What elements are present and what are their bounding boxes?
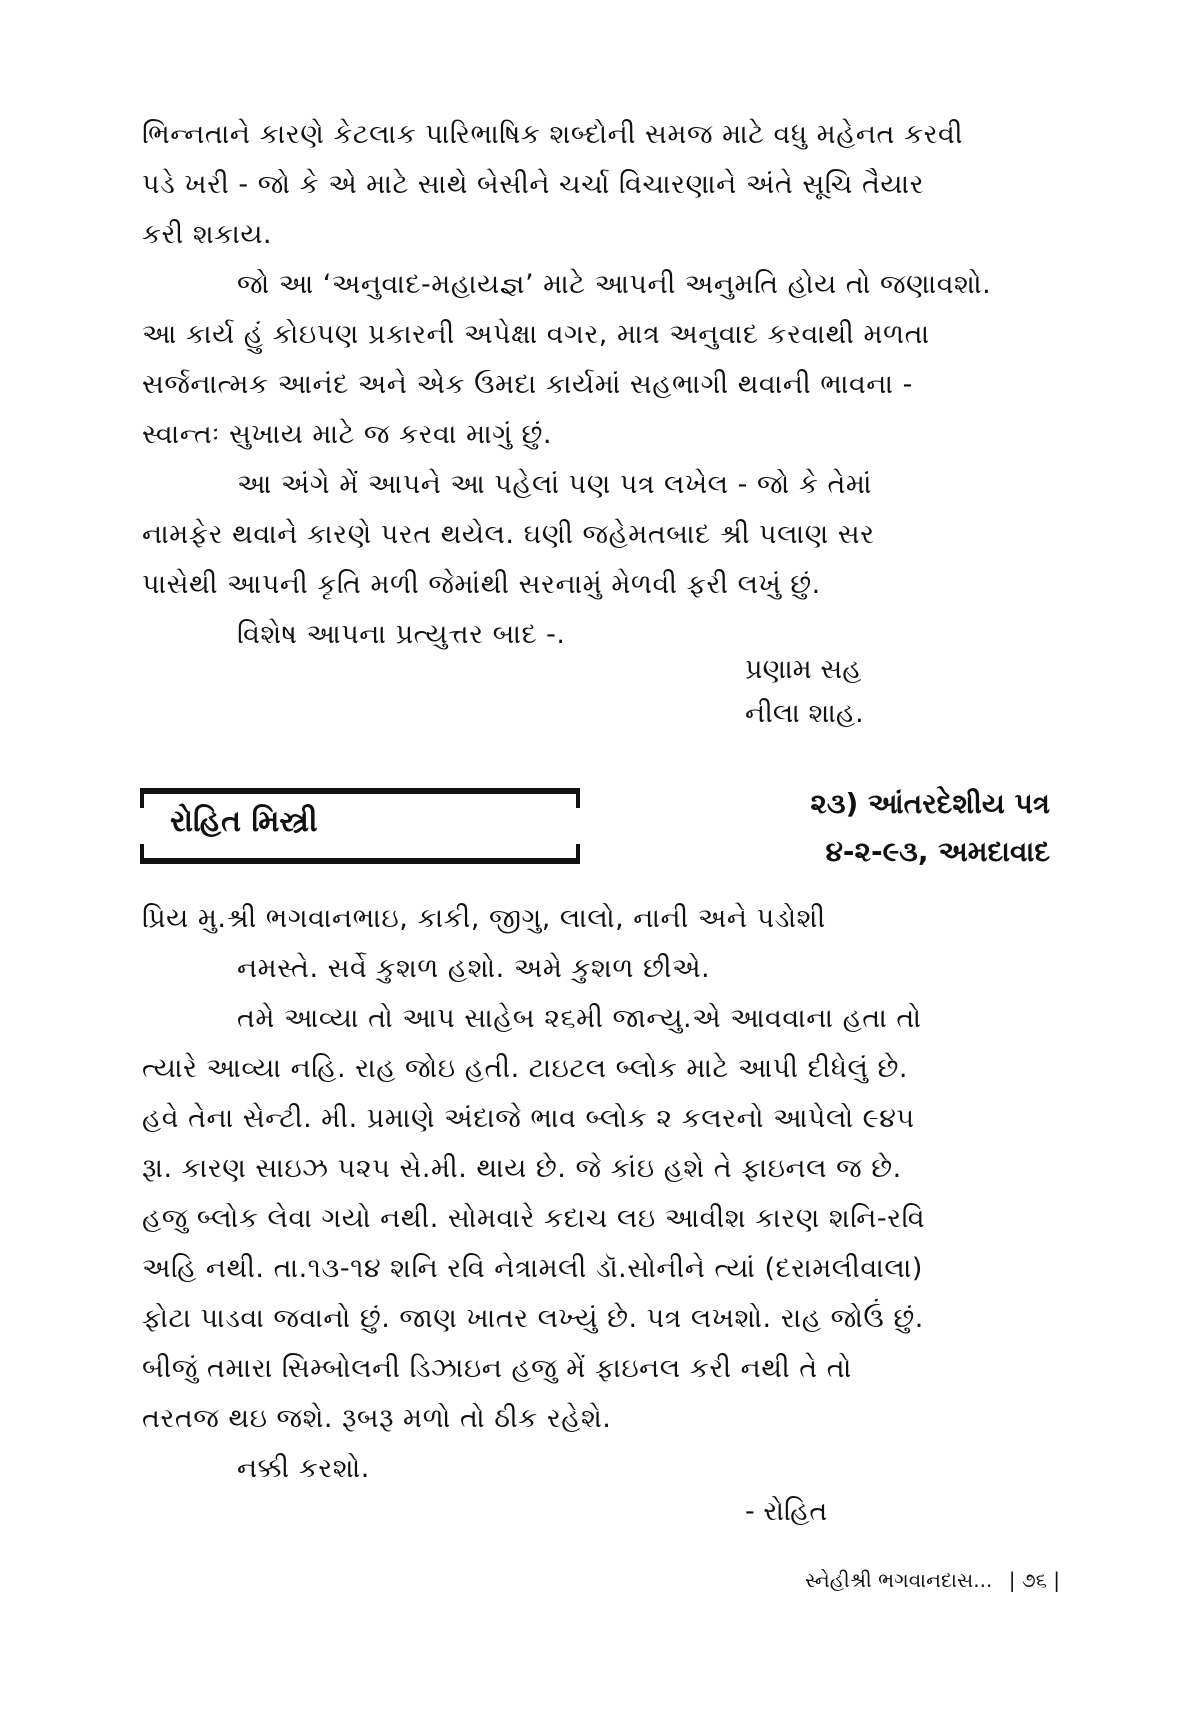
text-line: વિશેષ આપના પ્રત્યુત્તર બાદ -. xyxy=(237,619,566,650)
text-line: આ અંગે મેં આપને આ પહેલાં પણ પત્ર લખેલ - જો કે તેમાં xyxy=(237,469,873,500)
box-corner-tick xyxy=(140,844,144,858)
box-corner-tick xyxy=(140,794,144,808)
letter-2-body xyxy=(142,894,1042,1494)
closing-signature: નીલા શાહ. xyxy=(745,698,864,729)
box-bottom-rule xyxy=(140,858,580,864)
closing-salutation: પ્રણામ સહ xyxy=(745,654,862,685)
text-line: પ્રિય મુ.શ્રી ભગવાનભાઇ, કાકી, જીગુ, લાલો, નાની અને પડોશી xyxy=(142,903,826,934)
text-line: હજુ બ્લોક લેવા ગયો નથી. સોમવારે કદાચ લઇ આવીશ કારણ શનિ-રવિ xyxy=(142,1203,926,1234)
letter-2-signature: - રોહિત xyxy=(745,1496,828,1527)
box-corner-tick xyxy=(576,844,580,858)
text-line: અહિ નથી. તા.૧૩-૧૪ શનિ રવિ નેત્રામલી ડૉ.સોનીને ત્યાં (દરામલીવાલા) xyxy=(142,1253,923,1284)
letter-1-closing xyxy=(745,648,864,736)
text-line: નામફેર થવાને કારણે પરત થયેલ. ઘણી જહેમતબાદ શ્રી પલાણ સર xyxy=(142,519,875,550)
text-line: કરી શકાય. xyxy=(142,219,273,250)
letter-1-body xyxy=(142,110,1042,660)
box-top-rule xyxy=(140,788,580,794)
text-line: સ્વાન્તઃ સુખાય માટે જ કરવા માગું છું. xyxy=(142,419,552,450)
text-line: પાસેથી આપની કૃતિ મળી જેમાંથી સરનામું મેળવી ફરી લખું છું. xyxy=(142,569,821,600)
text-line: નક્કી કરશો. xyxy=(237,1453,370,1484)
box-corner-tick xyxy=(576,794,580,808)
sender-box xyxy=(140,788,580,864)
text-line: ભિન્નતાને કારણે કેટલાક પારિભાષિક શબ્દોની સમજ માટે વધુ મહેનત કરવી xyxy=(142,119,964,150)
text-line: પડે ખરી - જો કે એ માટે સાથે બેસીને ચર્ચા વિચારણાને અંતે સૂચિ તૈયાર xyxy=(142,169,925,200)
letter-header xyxy=(690,780,1050,876)
text-line: તરતજ થઇ જશે. રૂબરૂ મળો તો ઠીક રહેશે. xyxy=(142,1403,612,1434)
text-line: જો આ ‘અનુવાદ-મહાયજ્ઞ’ માટે આપની અનુમતિ હોય તો જણાવશો. xyxy=(237,269,992,300)
text-line: ફોટા પાડવા જવાનો છું. જાણ ખાતર લખ્યું છે. પત્ર લખશો. રાહ જોઉં છું. xyxy=(142,1303,924,1334)
running-title: સ્નેહીશ્રી ભગવાનદાસ... xyxy=(805,1568,993,1592)
text-line: નમસ્તે. સર્વે કુશળ હશો. અમે કુશળ છીએ. xyxy=(237,953,711,984)
text-line: આ કાર્ય હું કોઇપણ પ્રકારની અપેક્ષા વગર, માત્ર અનુવાદ કરવાથી મળતા xyxy=(142,319,930,350)
page-number: | ૭૬ | xyxy=(1008,1568,1060,1592)
text-line: ત્યારે આવ્યા નહિ. રાહ જોઇ હતી. ટાઇટલ બ્લોક માટે આપી દીધેલું છે. xyxy=(142,1053,908,1084)
text-line: હવે તેના સેન્ટી. મી. પ્રમાણે અંદાજે ભાવ બ્લોક ૨ કલરનો આપેલો ૯૪૫ xyxy=(142,1103,915,1134)
letter-date-place: ૪-૨-૯૩, અમદાવાદ xyxy=(825,835,1050,868)
text-line: તમે આવ્યા તો આપ સાહેબ ૨૬મી જાન્યુ.એ આવવાના હતા તો xyxy=(237,1003,922,1034)
sender-name: રોહિત મિસ્ત્રી xyxy=(170,804,318,839)
letter-title: ૨૩) આંતરદેશીય પત્ર xyxy=(810,787,1050,820)
text-line: બીજું તમારા સિમ્બોલની ડિઝાઇન હજુ મેં ફાઇનલ કરી નથી તે તો xyxy=(142,1353,852,1384)
text-line: સર્જનાત્મક આનંદ અને એક ઉમદા કાર્યમાં સહભાગી થવાની ભાવના - xyxy=(142,369,913,400)
text-line: રૂા. કારણ સાઇઝ ૫૨૫ સે.મી. થાય છે. જે કાંઇ હશે તે ફાઇનલ જ છે. xyxy=(142,1153,902,1184)
page-footer xyxy=(740,1568,1060,1592)
